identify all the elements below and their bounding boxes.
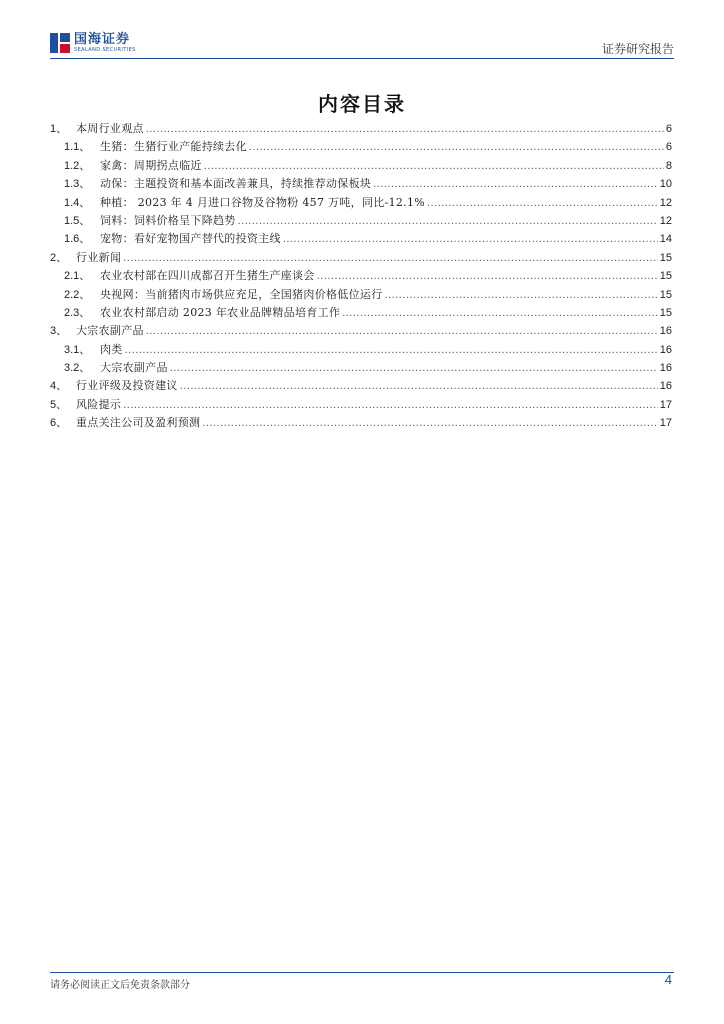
toc-entry-title: 本周行业观点 bbox=[76, 122, 144, 135]
toc-entry-page: 15 bbox=[659, 270, 672, 283]
toc-entry-title: 重点关注公司及盈利预测 bbox=[76, 416, 201, 430]
toc-entry-title: 宠物：看好宠物国产替代的投资主线 bbox=[100, 232, 281, 246]
report-type-label: 证券研究报告 bbox=[601, 42, 674, 56]
toc-entry-number: 1.3、 bbox=[64, 178, 91, 191]
toc-entry-number: 1.1、 bbox=[64, 141, 91, 154]
toc-leader-dots bbox=[373, 178, 658, 190]
toc-entry[interactable] bbox=[50, 212, 672, 230]
toc-entry-number: 1.2、 bbox=[64, 159, 91, 172]
page-header bbox=[50, 30, 674, 60]
toc-entry-title: 家禽：周期拐点临近 bbox=[100, 158, 202, 172]
toc-leader-dots bbox=[170, 362, 658, 374]
toc-entry[interactable] bbox=[50, 267, 672, 285]
toc-entry[interactable] bbox=[50, 414, 672, 432]
toc-entry-number: 3、 bbox=[50, 325, 68, 338]
toc-entry-number: 2.1、 bbox=[64, 270, 91, 283]
toc-entry-title: 大宗农副产品 bbox=[100, 361, 168, 375]
toc-leader-dots bbox=[427, 197, 658, 209]
toc-entry-number: 6、 bbox=[50, 417, 68, 430]
toc-leader-dots bbox=[283, 233, 658, 245]
toc-entry-page: 15 bbox=[659, 251, 672, 264]
toc-entry-title: 行业评级及投资建议 bbox=[76, 379, 178, 393]
toc-entry[interactable] bbox=[50, 194, 672, 212]
toc-leader-dots bbox=[317, 270, 658, 282]
toc-leader-dots bbox=[123, 252, 658, 264]
toc-leader-dots bbox=[146, 325, 658, 337]
toc-entry-page: 15 bbox=[659, 306, 672, 319]
logo-mark-icon bbox=[50, 33, 70, 53]
toc-entry-number: 4、 bbox=[50, 380, 68, 393]
toc-title: 内容目录 bbox=[318, 92, 406, 116]
toc-entry-page: 6 bbox=[665, 141, 672, 154]
toc-leader-dots bbox=[125, 344, 658, 356]
page-number: 4 bbox=[664, 972, 672, 987]
toc-entry-number: 2、 bbox=[50, 251, 68, 264]
company-logo bbox=[50, 32, 136, 54]
toc-entry[interactable] bbox=[50, 175, 672, 193]
toc-entry-page: 16 bbox=[659, 343, 672, 356]
toc-entry[interactable] bbox=[50, 322, 672, 340]
footer-divider bbox=[50, 972, 674, 973]
toc-leader-dots bbox=[146, 123, 664, 135]
toc-entry-number: 1、 bbox=[50, 123, 68, 135]
toc-entry-page: 8 bbox=[665, 159, 672, 172]
logo-name-cn: 国海证券 bbox=[74, 32, 131, 47]
toc-entry-page: 16 bbox=[659, 380, 672, 393]
toc-entry-page: 16 bbox=[659, 325, 672, 338]
table-of-contents bbox=[50, 120, 672, 433]
toc-entry-page: 17 bbox=[659, 398, 672, 411]
toc-entry-number: 1.6、 bbox=[64, 233, 91, 246]
toc-entry[interactable] bbox=[50, 304, 672, 322]
toc-entry[interactable] bbox=[50, 249, 672, 267]
toc-entry-title: 生猪：生猪行业产能持续去化 bbox=[100, 140, 247, 154]
toc-leader-dots bbox=[249, 141, 664, 153]
toc-entry[interactable] bbox=[50, 230, 672, 248]
toc-entry-number: 3.1、 bbox=[64, 343, 91, 356]
toc-entry-page: 15 bbox=[659, 288, 672, 301]
toc-entry-title: 农业农村部启动 2023 年农业品牌精品培育工作 bbox=[100, 305, 341, 319]
toc-entry-title: 行业新闻 bbox=[76, 250, 122, 264]
toc-entry[interactable] bbox=[50, 341, 672, 359]
toc-entry-number: 2.2、 bbox=[64, 288, 91, 301]
footer-disclaimer: 请务必阅读正文后免责条款部分 bbox=[50, 980, 190, 991]
toc-entry-title: 央视网：当前猪肉市场供应充足，全国猪肉价格低位运行 bbox=[100, 287, 383, 301]
logo-name-en: SEALAND SECURITIES bbox=[74, 47, 136, 53]
toc-leader-dots bbox=[238, 215, 658, 227]
toc-entry[interactable] bbox=[50, 359, 672, 377]
toc-leader-dots bbox=[123, 399, 658, 411]
toc-entry-title: 农业农村部在四川成都召开生猪生产座谈会 bbox=[100, 269, 315, 283]
toc-leader-dots bbox=[180, 380, 658, 392]
toc-entry-number: 5、 bbox=[50, 398, 68, 411]
toc-entry-page: 12 bbox=[659, 214, 672, 227]
toc-leader-dots bbox=[385, 289, 658, 301]
toc-leader-dots bbox=[342, 307, 658, 319]
toc-entry-title: 肉类 bbox=[100, 342, 123, 356]
toc-entry-number: 1.5、 bbox=[64, 214, 91, 227]
toc-entry-number: 2.3、 bbox=[64, 306, 91, 319]
toc-entry-page: 12 bbox=[659, 196, 672, 209]
toc-entry-page: 14 bbox=[659, 233, 672, 246]
toc-entry-number: 1.4、 bbox=[64, 196, 91, 209]
toc-entry-number: 3.2、 bbox=[64, 362, 91, 375]
toc-entry-page: 17 bbox=[659, 417, 672, 430]
toc-entry[interactable] bbox=[50, 120, 672, 138]
toc-entry[interactable] bbox=[50, 157, 672, 175]
toc-entry[interactable] bbox=[50, 286, 672, 304]
toc-entry[interactable] bbox=[50, 377, 672, 395]
toc-entry-title: 大宗农副产品 bbox=[76, 324, 144, 338]
header-divider bbox=[50, 58, 674, 59]
toc-leader-dots bbox=[204, 160, 664, 172]
toc-entry[interactable] bbox=[50, 138, 672, 156]
toc-entry-page: 6 bbox=[665, 123, 672, 135]
toc-entry[interactable] bbox=[50, 396, 672, 414]
toc-entry-title: 种植： 2023 年 4 月进口谷物及谷物粉 457 万吨，同比-12.1% bbox=[100, 195, 426, 209]
toc-entry-title: 风险提示 bbox=[76, 397, 122, 411]
toc-entry-page: 10 bbox=[659, 178, 672, 191]
toc-entry-title: 动保：主题投资和基本面改善兼具，持续推荐动保板块 bbox=[100, 177, 372, 191]
toc-leader-dots bbox=[202, 417, 657, 429]
toc-entry-title: 饲料：饲料价格呈下降趋势 bbox=[100, 213, 236, 227]
toc-entry-page: 16 bbox=[659, 362, 672, 375]
